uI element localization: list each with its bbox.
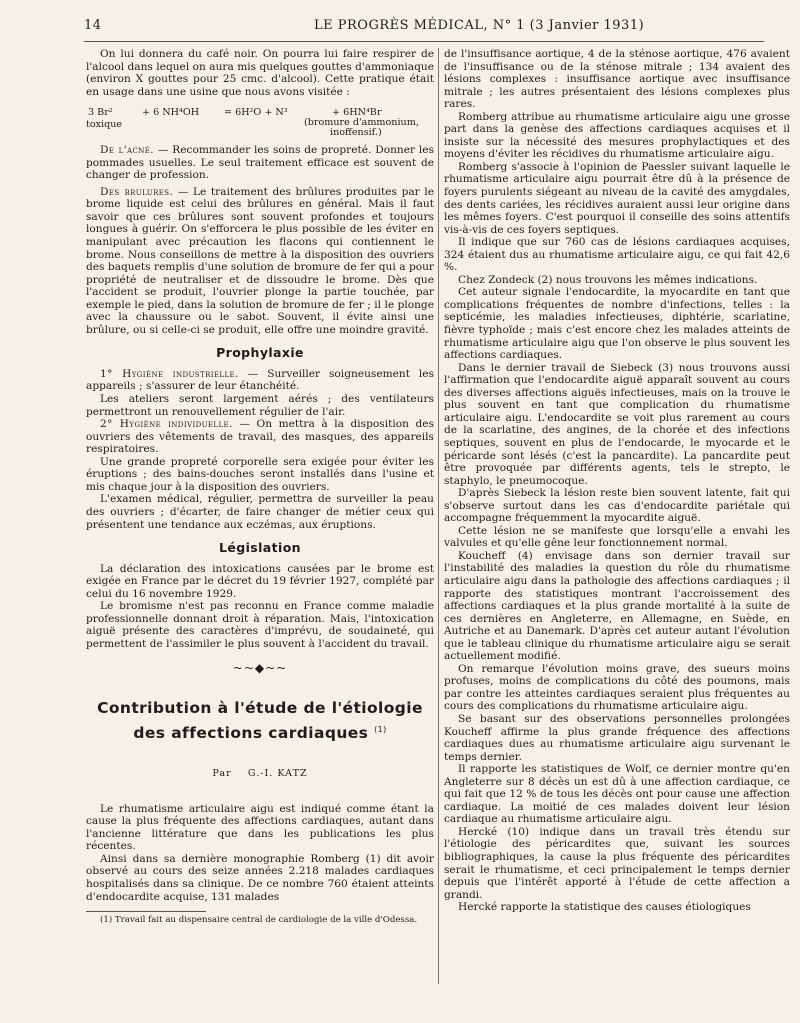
- paragraph-proprete: Une grande propreté corporelle sera exigée pour éviter les éruptions ; des bains-douches seront installés dans l'usine et mis chaque jour à la disposition des ouvriers.: [86, 455, 434, 493]
- ornament-divider: ~~◆~~: [232, 661, 288, 676]
- paragraph-auteur: Cet auteur signale l'endocardite, la myocardite en tant que complications fréquentes de nombre d'infections, telles : la septicémie, les maladies infectieuses, diphtérie, scarlatine, fièvre typhoïde ; mais c'est encore chez les malades atteints de rhumatisme articulaire aigu que l'on observe le plus souvent les affections cardiaques.: [444, 286, 790, 362]
- formula-bromide: + 6HN⁴Br: [332, 107, 382, 119]
- acne-text: — Recommander les soins de propreté. Donner les pommades usuelles. Le seul traitement efficace est souvent de changer de profession.: [86, 144, 434, 182]
- paragraph-declaration: La déclaration des intoxications causées par le brome est exigée en France par le décret du 19 février 1927, complété par celui du 16 novembre 1929.: [86, 562, 434, 600]
- formula-products: = 6H²O + N³: [224, 107, 288, 119]
- left-column: [86, 48, 434, 925]
- paragraph-observations: Se basant sur des observations personnelles prolongées Koucheff affirme la plus grande fréquence des affections cardiaques dues au rhumatisme articulaire aigu survenant le temps dernier.: [444, 712, 790, 763]
- section-title-prophylaxie: Prophylaxie: [216, 345, 304, 361]
- formula-bromide-label: (bromure d'ammonium,: [304, 117, 419, 129]
- column-divider: [438, 48, 439, 984]
- paragraph-koucheff: Koucheff (4) envisage dans son dernier travail sur l'instabilité des maladies la question du rôle du rhumatisme articulaire aigu dans la pathologie des affections cardiaques ; il rapporte des statistiques montrant l'accroissement des affections cardiaques et la plus grande mortalité à la suite de ces dernières en Angleterre, en Allemagne, en Suède, en Autriche et au Danemark. D'après cet auteur autant l'évolution que le tableau clinique du rhumatisme articulaire aigu se serait actuellement modifié.: [444, 549, 790, 663]
- formula-ammonia: + 6 NH⁴OH: [142, 107, 200, 119]
- acne-label: De l'acné.: [100, 144, 155, 157]
- paragraph-examen: L'examen médical, régulier, permettra de surveiller la peau des ouvriers ; d'écarter, de faire changer de métier ceux qui présentent une tendance aux eczémas, aux éruptions.: [86, 493, 434, 531]
- paragraph-hercke-statistique: Hercké rapporte la statistique des causes étiologiques: [458, 901, 751, 914]
- paragraph-rhumatisme: Le rhumatisme articulaire aigu est indiqué comme étant la cause la plus fréquente des affections cardiaques, autant dans l'ancienne littérature que dans les publications les plus récentes.: [86, 802, 434, 853]
- paragraph-cafe: On lui donnera du café noir. On pourra lui faire respirer de l'alcool dans lequel on aura mis quelques gouttes d'ammoniaque (environ X gouttes pour 25 cmc. d'alcool). Cette pratique était en usage dans une usine que nous avons visitée :: [86, 48, 434, 98]
- chemical-formula: [86, 103, 434, 137]
- paragraph-zondeck: Chez Zondeck (2) nous trouvons les mêmes indications.: [458, 273, 758, 286]
- hygiene-individuelle-label: 2° Hygiène individuelle.: [100, 418, 233, 431]
- hygiene-industrielle-text: — Surveiller soigneusement les appareils ; s'assurer de leur étanchéité.: [86, 367, 434, 393]
- formula-bromine: 3 Br²: [88, 107, 113, 119]
- hygiene-individuelle-text: — On mettra à la disposition des ouvriers des vêtements de travail, des masques, des appareils respiratoires.: [86, 418, 435, 456]
- paragraph-wolf: Il rapporte les statistiques de Wolf, ce dernier montre qu'en Angleterre sur 8 décès un est dû à une affection cardiaque, ce qui fait que 12 % de tous les décès ont pour cause une affection cardiaque. La moitié de ces malades doivent leur lésion cardiaque au rhumatisme articulaire aigu.: [444, 763, 790, 826]
- hygiene-industrielle-label: 1° Hygiène industrielle.: [100, 367, 239, 380]
- article-title-line-1: Contribution à l'étude de l'étiologie: [97, 698, 423, 717]
- header-rule: [84, 41, 764, 42]
- formula-bromine-label: toxique: [86, 119, 123, 131]
- brulures-label: Des brulures.: [100, 185, 174, 198]
- paragraph-continuation: de l'insuffisance aortique, 4 de la sténose aortique, 476 avaient de l'insuffisance ou de la sténose mitrale ; 134 avaient des lésions complexes : insuffisance aortique avec insuffisance mitrale ; les autres présentaient des lésions complexes plus rares.: [444, 48, 790, 111]
- paragraph-hygiene-individuelle: [86, 418, 434, 456]
- article-title-footnote-ref: (1): [374, 724, 387, 734]
- paragraph-siebeck-latente: D'après Siebeck la lésion reste bien souvent latente, fait qui s'observe surtout dans les cas d'endocardite pariétale qui accompagne fréquemment la myocardite aiguë.: [444, 487, 790, 525]
- journal-title: LE PROGRÈS MÉDICAL, N° 1 (3 Janvier 1931): [314, 18, 645, 33]
- brulures-text: — Le traitement des brûlures produites par le brome liquide est celui des brûlures en général. Mais il faut savoir que ces brûlures sont souvent profondes et toujours longues à guérir. On s'efforcera le plus possible de les éviter en manipulant avec précaution les flacons qui contiennent le brome. Nous conseillons de mettre à la disposition des ouvriers des baquets remplis d'une solution de bromure de fer qui a pour propriété de neutraliser et de dissoudre le brome. Dès que l'accident se produit, l'ouvrier plonge la partie touchée, par exemple le pied, dans la solution de bromure de fer ; il le plonge avec la chaussure ou le sabot. Souvent, il évite ainsi une brûlure, ou si celle-ci se produit, elle offre une moindre gravité.: [86, 185, 435, 336]
- paragraph-hercke: Hercké (10) indique dans un travail très étendu sur l'étiologie des péricardites que, suivant les sources bibliographiques, la cause la plus fréquente des péricardites serait le rhumatisme, et ceci principalement le temps dernier depuis que l'intérêt apporté à l'étude de cette affection a grandi.: [444, 825, 790, 901]
- section-title-legislation: Législation: [219, 540, 301, 556]
- paragraph-ateliers: Les ateliers seront largement aérés ; des ventilateurs permettront un renouvellement régulier de l'air.: [86, 393, 434, 418]
- paragraph-valvules: Cette lésion ne se manifeste que lorsqu'elle a envahi les valvules et qu'elle gêne leur fonctionnement normal.: [444, 524, 790, 550]
- running-head: [84, 18, 764, 40]
- byline: [86, 768, 434, 781]
- right-column: [444, 48, 790, 914]
- formula-bromide-label-2: inoffensif.): [330, 127, 382, 139]
- paragraph-statistique-760: Il indique que sur 760 cas de lésions cardiaques acquises, 324 étaient dus au rhumatisme articulaire aigu, ce qui fait 42,6 %.: [444, 236, 790, 274]
- paragraph-siebeck: Dans le dernier travail de Siebeck (3) nous trouvons aussi l'affirmation que l'endocardite aiguë apparaît souvent au cours des diverses affections aiguës infectieuses, mais on la trouve le plus souvent en tant que complication du rhumatisme articulaire aigu. L'endocardite se voit plus rarement au cours de la scarlatine, des angines, de la chorée et des infections septiques, souvent en plus de l'endocarde, le myocarde et le péricarde sont lésés (c'est la pancardite). La pancardite peut être provoquée par différents agents, tels le strepto, le staphylo, le pneumocoque.: [444, 361, 790, 487]
- paragraph-evolution: On remarque l'évolution moins grave, des sueurs moins profuses, moins de complications du côté des poumons, mais par contre les atteintes cardiaques seraient plus fréquentes au cours des complications du rhumatisme articulaire aigu.: [444, 662, 790, 713]
- article-title: [86, 697, 434, 744]
- paragraph-brulures: [86, 186, 434, 337]
- paragraph-romberg-attribue: Romberg attribue au rhumatisme articulaire aigu une grosse part dans la genèse des affections cardiaques acquises et il insiste sur la nécessité des mesures prophylactiques et des moyens d'éviter les récidives du rhumatisme articulaire aigu.: [444, 110, 790, 161]
- footnote-rule: [86, 911, 206, 912]
- byline-par: Par: [212, 768, 232, 780]
- paragraph-bromisme: Le bromisme n'est pas reconnu en France comme maladie professionnelle donnant droit à réparation. Mais, l'intoxication aiguë présente des caractères d'imprévu, de soudaineté, qui permettent de l'assimiler le plus souvent à l'accident du travail.: [86, 600, 434, 650]
- paragraph-paessler: Romberg s'associe à l'opinion de Paessler suivant laquelle le rhumatisme articulaire aigu pourrait être dû à la présence de foyers purulents siégeant au niveau de la cavité des amygdales, des dents cariées, les récidives auraient aussi leur origine dans les mêmes foyers. C'est pourquoi il conseille des soins attentifs vis-à-vis de ces foyers septiques.: [444, 160, 790, 236]
- paragraph-romberg: Ainsi dans sa dernière monographie Romberg (1) dit avoir observé au cours des seize années 2.218 malades cardiaques hospitalisés dans sa clinique. De ce nombre 760 étaient atteints d'endocardite acquise, 131 malades: [86, 852, 434, 903]
- paragraph-acne: [86, 144, 434, 182]
- paragraph-hygiene-industrielle: [86, 368, 434, 393]
- page-number: 14: [84, 18, 102, 33]
- article-title-line-2: des affections cardiaques: [133, 724, 369, 743]
- footnote: (1) Travail fait au dispensaire central de cardiologie de la ville d'Odessa.: [100, 915, 418, 926]
- byline-author: G.-I. KATZ: [247, 768, 308, 780]
